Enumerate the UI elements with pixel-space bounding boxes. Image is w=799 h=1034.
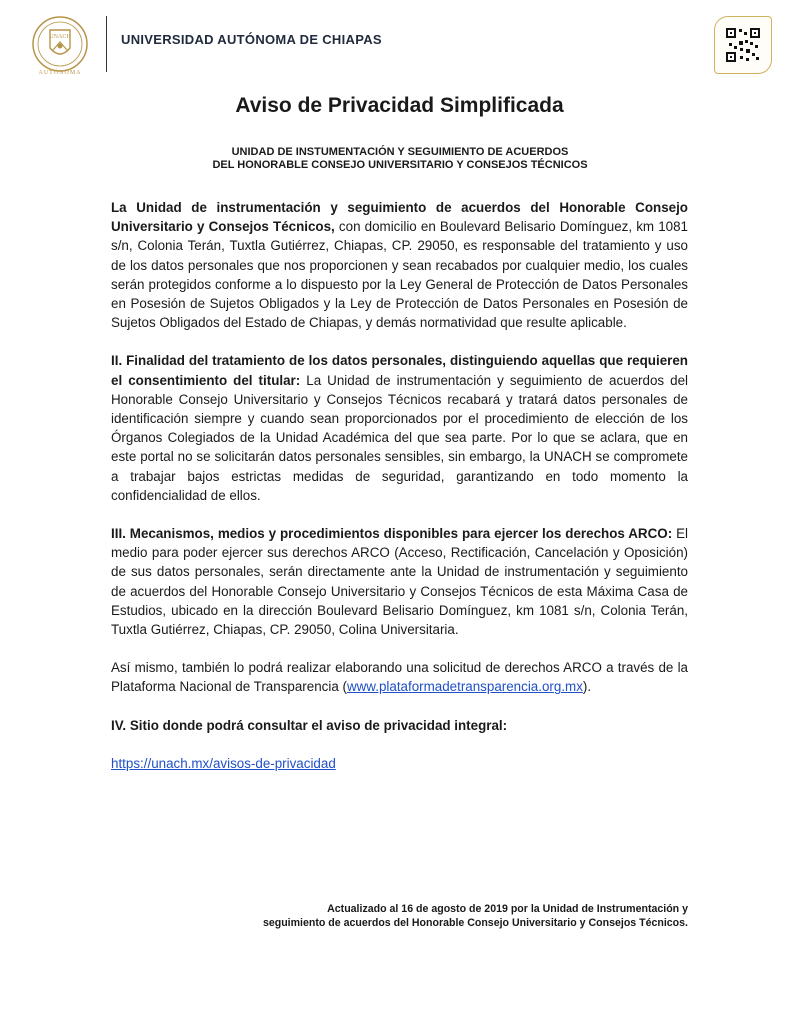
section-arco-heading: III. Mecanismos, medios y procedimientos disponibles para ejercer los derechos ARCO: <box>111 526 673 542</box>
footer-line-2: seguimiento de acuerdos del Honorable Consejo Universitario y Consejos Técnicos. <box>262 917 688 929</box>
university-name: UNIVERSIDAD AUTÓNOMA DE CHIAPAS <box>121 32 382 47</box>
section-responsible-heading: La Unidad de instrumentación y seguimiento de acuerdos del Honorable Consejo Universitario y Consejos Técnicos, <box>111 200 688 235</box>
qr-badge[interactable] <box>714 16 772 74</box>
section-arco-text: El medio para poder ejercer sus derechos ARCO (Acceso, Rectificación, Cancelación y Oposición) de sus datos personales, serán directamente ante la Unidad de instrumentación y seguimiento de acuerdos del Honorable Consejo Universitario y Consejos Técnicos de esta Máxima Casa de Estudios, ubicado en la dirección Boulevard Belisario Domínguez, km 1081 s/n, Colonia Terán, Tuxtla Gutiérrez, Chiapas, CP. 29050, Colina Universitaria. <box>111 526 688 638</box>
section-responsible <box>111 198 688 332</box>
page-header <box>0 0 799 90</box>
section-integral-heading: IV. Sitio donde podrá consultar el aviso de privacidad integral: <box>111 717 508 733</box>
section-purpose-heading: II. Finalidad del tratamiento de los datos personales, distinguiendo aquellas que requieren el consentimiento del titular: <box>111 353 688 388</box>
arco-platform-text-end: ). <box>582 679 592 695</box>
svg-text:UNACH: UNACH <box>49 34 71 40</box>
unit-subtitle <box>150 146 650 172</box>
arco-platform-text: Así mismo, también lo podrá realizar elaborando una solicitud de derechos ARCO a través de la Plataforma Nacional de Transparencia ( <box>111 660 688 695</box>
transparency-platform-link[interactable]: www.plataformadetransparencia.org.mx <box>346 679 583 695</box>
update-footer <box>190 902 688 930</box>
seal-label: AUTÓNOMA <box>38 70 82 76</box>
page-title: Aviso de Privacidad Simplificada <box>235 94 564 117</box>
notice-body <box>111 198 688 792</box>
subtitle-line-1: UNIDAD DE INSTUMENTACIÓN Y SEGUIMIENTO DE ACUERDOS <box>231 146 569 158</box>
integral-notice-link-row <box>111 754 688 773</box>
privacy-notices-link[interactable]: https://unach.mx/avisos-de-privacidad <box>111 755 336 771</box>
section-arco <box>111 524 688 639</box>
university-seal-logo <box>24 14 96 78</box>
section-purpose <box>111 351 688 505</box>
header-divider <box>106 16 107 72</box>
section-purpose-text: La Unidad de instrumentación y seguimiento de acuerdos del Honorable Consejo Universitario y Consejos Técnicos recabará y tratará datos personales de identificación siempre y cuando sean proporcionados por el procedimiento de elección de los Órganos Colegiados de la Unidad Académica del que sea parte. Por lo que se aclara, que en este portal no se solicitarán datos personales sensibles, sin embargo, la UNACH se compromete a trabajar bajos estrictas medidas de seguridad, garantizando en todo momento la confidencialidad de ellos. <box>111 372 688 503</box>
section-arco-platform <box>111 658 688 696</box>
subtitle-line-2: DEL HONORABLE CONSEJO UNIVERSITARIO Y CONSEJOS TÉCNICOS <box>212 159 588 171</box>
section-integral-notice <box>111 716 688 735</box>
section-responsible-text: con domicilio en Boulevard Belisario Domínguez, km 1081 s/n, Colonia Terán, Tuxtla Gutiérrez, Chiapas, CP. 29050, es responsable del tratamiento y uso de los datos personales que nos proporcionen y sean recabados por cualquier medio, los cuales serán protegidos conforme a lo dispuesto por la Ley General de Protección de Datos Personales en Posesión de Sujetos Obligados y la Ley de Protección de Datos Personales en Posesión de Sujetos Obligados del Estado de Chiapas, y demás normatividad que resulte aplicable. <box>111 219 688 331</box>
footer-line-1: Actualizado al 16 de agosto de 2019 por la Unidad de Instrumentación y <box>327 903 688 915</box>
qr-code-icon <box>726 28 760 62</box>
